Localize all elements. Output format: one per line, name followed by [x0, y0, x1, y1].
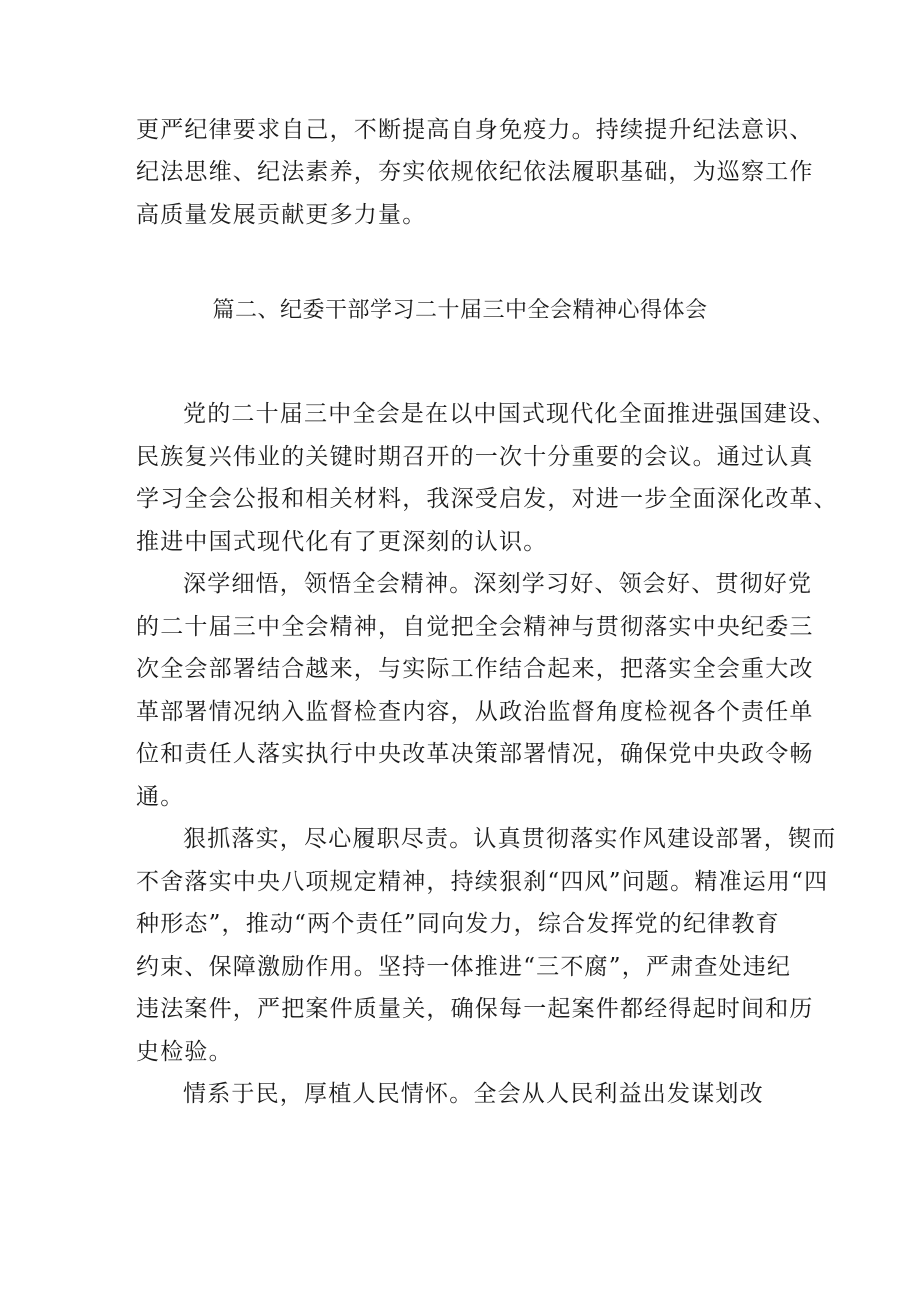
- text-line: 约束、保障激励作用。坚持一体推进“三不腐”，严肃查处违纪: [136, 954, 792, 980]
- text-line: 史检验。: [136, 1039, 233, 1065]
- text-line: 更严纪律要求自己，不断提高自身免疫力。持续提升纪法意识、: [136, 117, 814, 143]
- section-title: 篇二、纪委干部学习二十届三中全会精神心得体会: [212, 298, 708, 323]
- text-line: 党的二十届三中全会是在以中国式现代化全面推进强国建设、: [183, 401, 837, 427]
- text-line: 纪法思维、纪法素养，夯实依规依纪依法履职基础，为巡察工作: [136, 159, 814, 185]
- text-line: 违法案件，严把案件质量关，确保每一起案件都经得起时间和历: [136, 996, 814, 1022]
- text-line: 种形态”，推动“两个责任”同向发力，综合发挥党的纪律教育: [136, 911, 780, 937]
- text-line: 民族复兴伟业的关键时期召开的一次十分重要的会议。通过认真: [136, 444, 814, 470]
- text-line: 深学细悟，领悟全会精神。深刻学习好、领会好、贯彻好党: [183, 571, 813, 597]
- text-line: 位和责任人落实执行中央改革决策部署情况，确保党中央政令畅: [136, 741, 814, 767]
- text-line: 不舍落实中央八项规定精神，持续狠刹“四风”问题。精准运用“四: [136, 869, 829, 895]
- text-line: 高质量发展贡献更多力量。: [136, 202, 427, 228]
- text-line: 情系于民，厚植人民情怀。全会从人民利益出发谋划改: [183, 1081, 764, 1107]
- text-line: 的二十届三中全会精神，自觉把全会精神与贯彻落实中央纪委三: [136, 614, 814, 640]
- text-line: 学习全会公报和相关材料，我深受启发，对进一步全面深化改革、: [136, 486, 838, 512]
- text-line: 革部署情况纳入监督检查内容，从政治监督角度检视各个责任单: [136, 699, 814, 725]
- text-line: 推进中国式现代化有了更深刻的认识。: [136, 529, 548, 555]
- text-line: 次全会部署结合越来，与实际工作结合起来，把落实全会重大改: [136, 656, 814, 682]
- text-line: 狠抓落实，尽心履职尽责。认真贯彻落实作风建设部署，锲而: [183, 826, 837, 852]
- text-line: 通。: [136, 784, 185, 810]
